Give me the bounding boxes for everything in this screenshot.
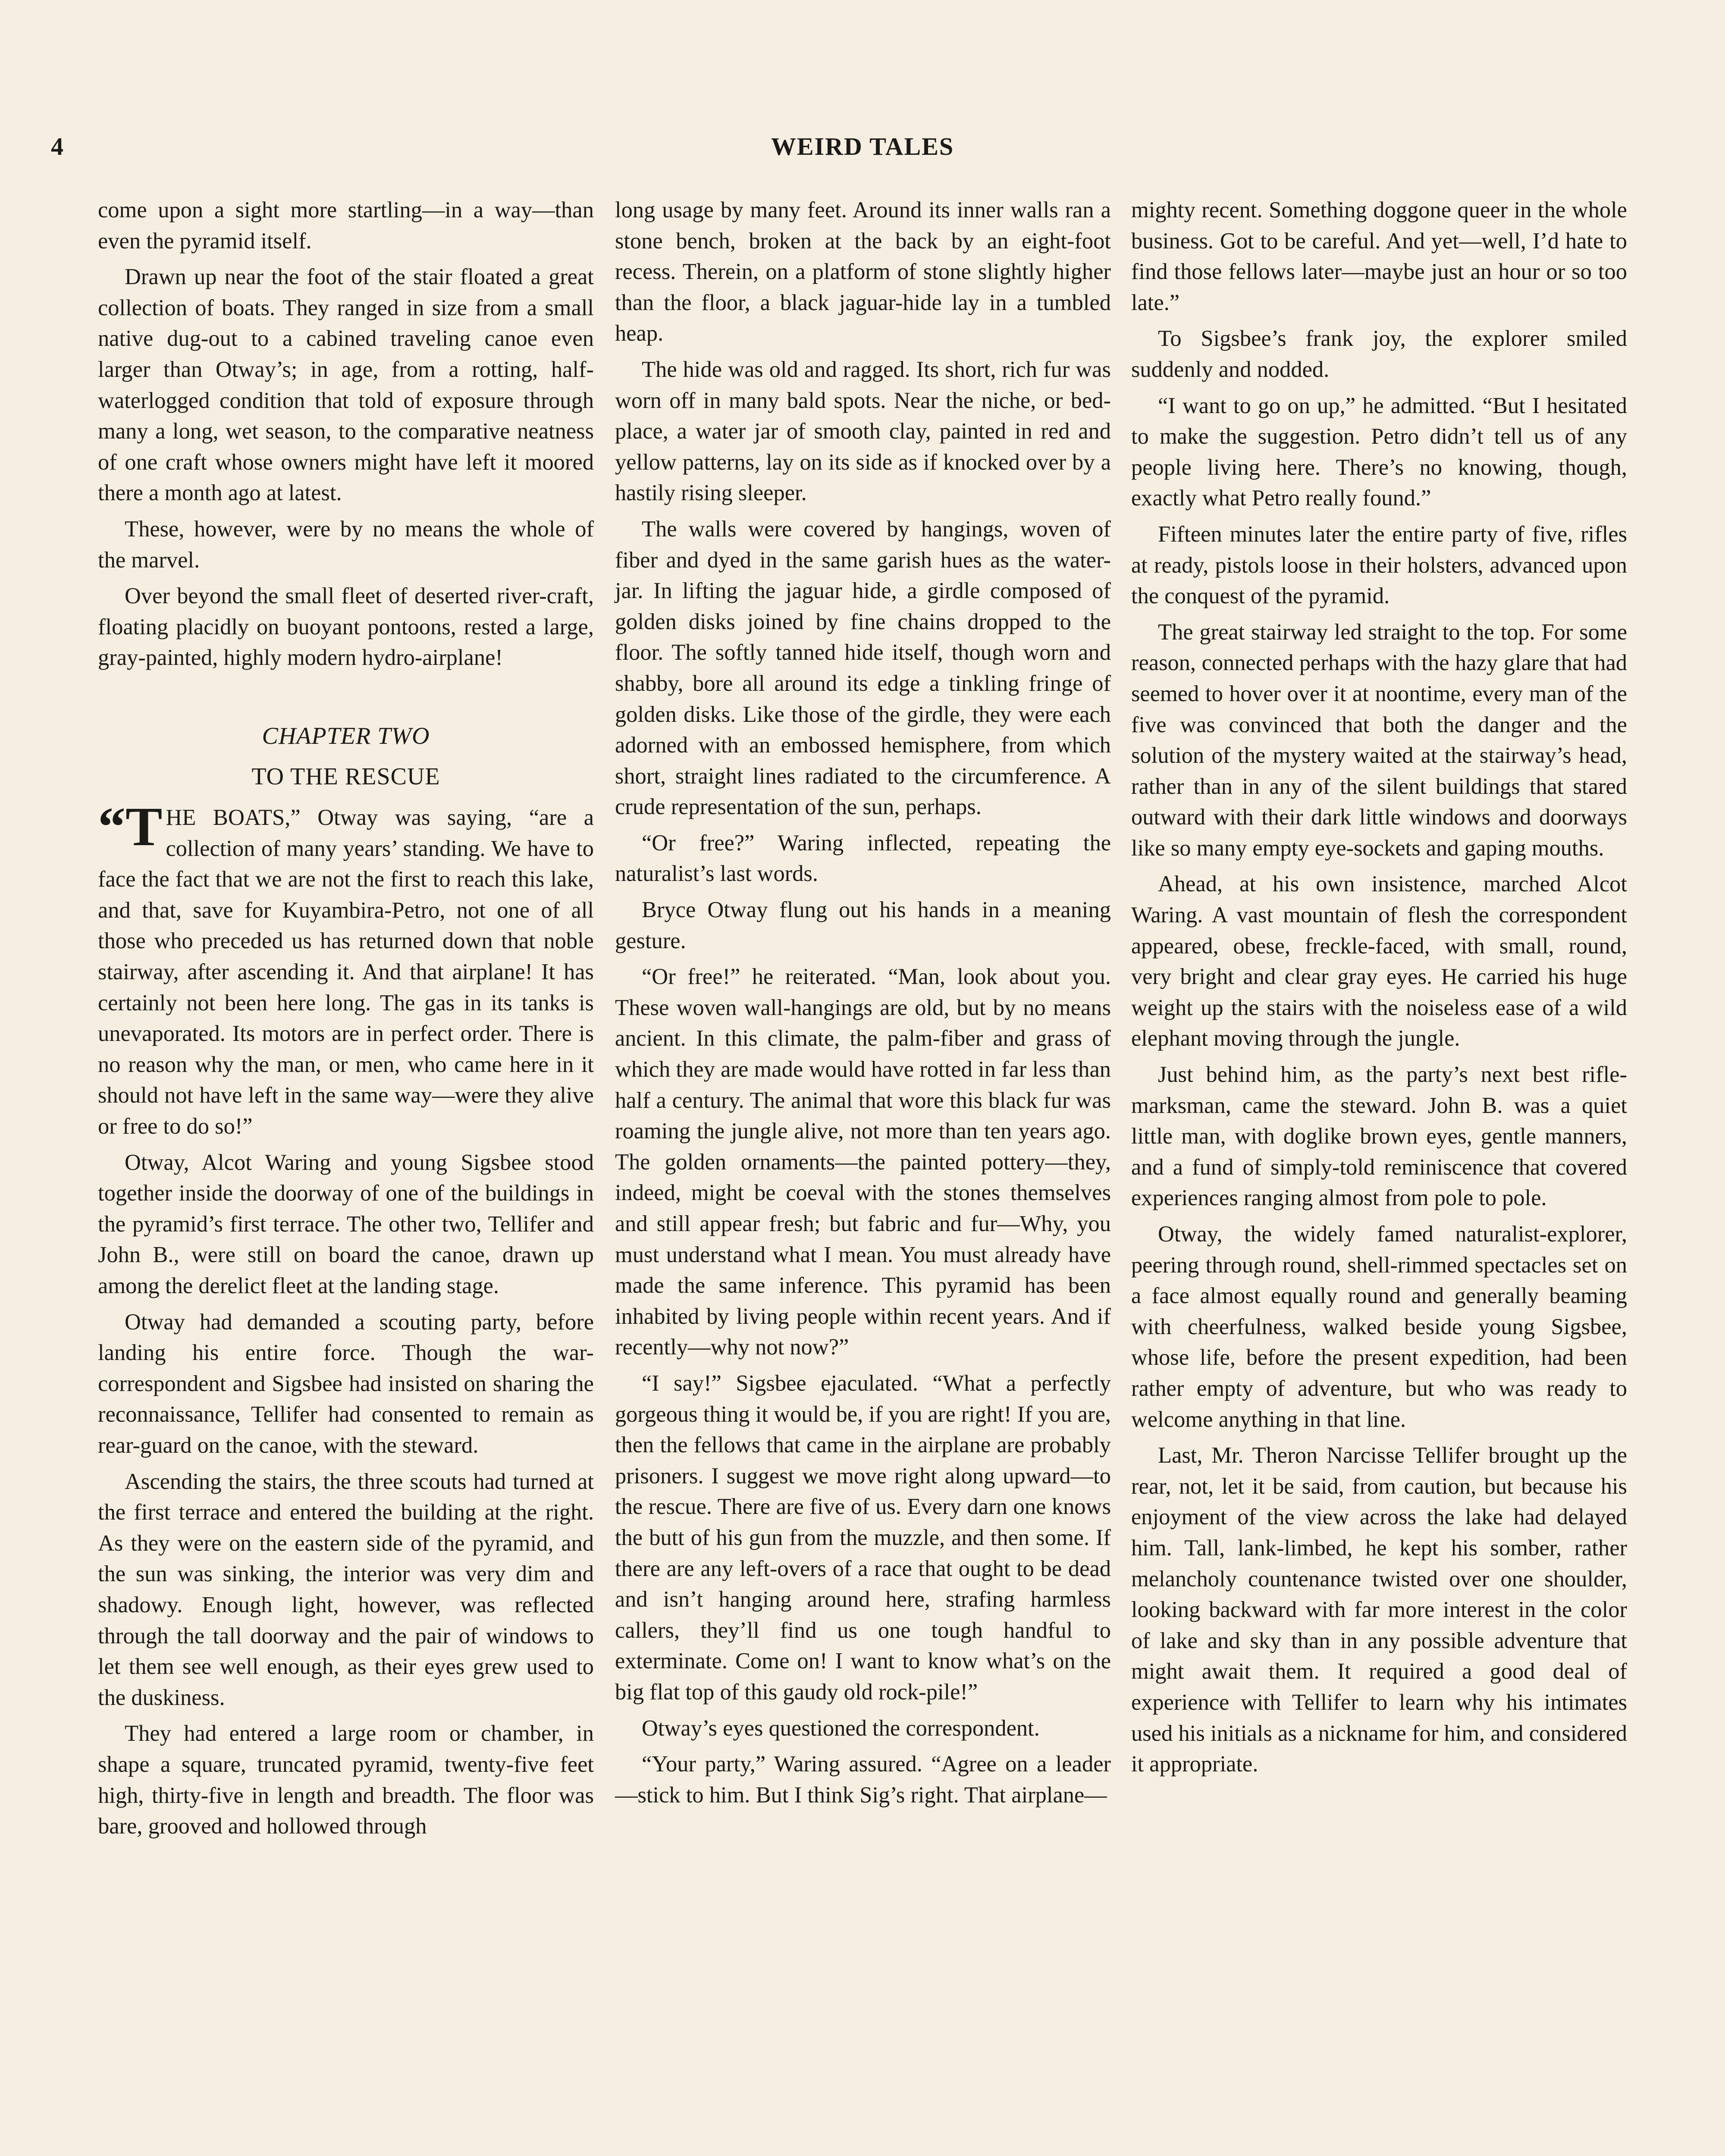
paragraph: Otway, Alcot Waring and young Sigsbee stood together inside the doorway of one of the buildings in the pyramid’s first terrace. The other two, Tellifer and John B., were still on board the canoe, drawn up among the derelict fleet at the landing stage. <box>98 1150 594 1298</box>
opening-paragraph <box>98 796 594 1142</box>
chapter-subtitle: TO THE RESCUE <box>251 763 440 790</box>
paragraph: mighty recent. Something doggone queer in the whole business. Got to be careful. And yet—well, I’d hate to find those fellows later—maybe just an hour or so too late.” <box>1131 197 1627 315</box>
paragraph: “I want to go on up,” he admitted. “But I hesitated to make the suggestion. Petro didn’t tell us of any people living here. There’s no knowing, though, exactly what Petro really found.” <box>1131 393 1627 511</box>
drop-cap: “T <box>98 796 163 858</box>
paragraph: Otway had demanded a scouting party, before landing his entire force. Though the war-correspondent and Sigsbee had insisted on sharing the reconnaissance, Tellifer had consented to remain as rear-guard on the canoe, with the steward. <box>98 1309 594 1458</box>
paragraph: “Your party,” Waring assured. “Agree on a leader—stick to him. But I think Sig’s right. That airplane— <box>615 1752 1111 1808</box>
paragraph: Otway, the widely famed naturalist-explorer, peering through round, shell-rimmed spectacles set on a face almost equally round and generally beaming with cheerfulness, walked beside young Sigsbee, whose life, before the present expedition, had been rather empty of adventure, but who was ready to welcome anything in that line. <box>1131 1222 1627 1432</box>
chapter-title: CHAPTER TWO <box>262 722 430 749</box>
running-title: WEIRD TALES <box>771 132 954 160</box>
paragraph: The great stairway led straight to the top. For some reason, connected perhaps with the hazy glare that had seemed to hover over it at noontime, every man of the five was convinced that both the danger and the solution of the mystery waited at the stairway’s head, rather than in any of the silent buildings that stared outward with their dark little windows and doorways like so many empty eye-sockets and gaping mouths. <box>1131 619 1627 861</box>
paragraph: Last, Mr. Theron Narcisse Tellifer brought up the rear, not, let it be said, from caution, but because his enjoyment of the view across the lake had delayed him. Tall, lank-limbed, he kept his somber, rather melancholy countenance twisted over one shoulder, looking backward with far more interest in the color of lake and sky than in any possible adventure that might await them. It required a good deal of experience with Tellifer to learn why his intimates used his initials as a nickname for him, and considered it appropriate. <box>1131 1443 1627 1777</box>
paragraph: Fifteen minutes later the entire party of five, rifles at ready, pistols loose in their holsters, advanced upon the conquest of the pyramid. <box>1131 521 1627 609</box>
paragraph: come upon a sight more startling—in a way—than even the pyramid itself. <box>98 197 594 254</box>
paragraph: Just behind him, as the party’s next best rifle-marksman, came the steward. John B. was a quiet little man, with doglike brown eyes, gentle manners, and a fund of simply-told reminiscence that covered experiences ranging almost from pole to pole. <box>1131 1062 1627 1211</box>
paragraph: “Or free!” he reiterated. “Man, look about you. These woven wall-hangings are old, but by no means ancient. In this climate, the palm-fiber and grass of which they are made would have rotted in far less than half a century. The animal that wore this black fur was roaming the jungle alive, not more than ten years ago. The golden ornaments—the painted pottery—they, indeed, might be coeval with the stones themselves and still appear fresh; but fabric and fur—Why, you must understand what I mean. You must already have made the same inference. This pyramid has been inhabited by living people within recent years. And if recently—why not now?” <box>615 964 1111 1360</box>
text-column-2 <box>615 195 1111 1816</box>
paragraph: Bryce Otway flung out his hands in a meaning gesture. <box>615 897 1111 953</box>
paragraph: The hide was old and ragged. Its short, rich fur was worn off in many bald spots. Near the niche, or bed-place, a water jar of smooth clay, painted in red and yellow patterns, lay on its side as if knocked over by a hastily rising sleeper. <box>615 357 1111 506</box>
paragraph: long usage by many feet. Around its inner walls ran a stone bench, broken at the back by an eight-foot recess. Therein, on a platform of stone slightly higher than the floor, a black jaguar-hide lay in a tumbled heap. <box>615 197 1111 346</box>
paragraph: “I say!” Sigsbee ejaculated. “What a perfectly gorgeous thing it would be, if you are right! If you are, then the fellows that came in the airplane are probably prisoners. I suggest we move right along upward—to the rescue. There are five of us. Every darn one knows the butt of his gun from the muzzle, and then some. If there are any left-overs of a race that ought to be dead and isn’t hanging around here, strafing harmless callers, they’ll find us one tough handful to exterminate. Come on! I want to know what’s on the big flat top of this gaudy old rock-pile!” <box>615 1370 1111 1705</box>
text-column-3 <box>1131 195 1627 1785</box>
paragraph: Ahead, at his own insistence, marched Alcot Waring. A vast mountain of flesh the correspondent appeared, obese, freckle-faced, with small, round, very bright and clear gray eyes. He carried his huge weight up the stairs with the noiseless ease of a wild elephant moving through the jungle. <box>1131 871 1627 1051</box>
paragraph: Over beyond the small fleet of deserted river-craft, floating placidly on buoyant pontoons, rested a large, gray-painted, highly modern hydro-airplane! <box>98 583 594 671</box>
paragraph: They had entered a large room or chamber, in shape a square, truncated pyramid, twenty-five feet high, thirty-five in length and breadth. The floor was bare, grooved and hollowed through <box>98 1721 594 1839</box>
page-number: 4 <box>51 132 63 160</box>
text-column-1 <box>98 195 594 1847</box>
paragraph: The walls were covered by hangings, woven of fiber and dyed in the same garish hues as the water-jar. In lifting the jaguar hide, a girdle composed of golden disks joined by fine chains dropped to the floor. The softly tanned hide itself, though worn and shabby, bore all around its edge a tinkling fringe of golden disks. Like those of the girdle, they were each adorned with an embossed hemisphere, from which short, straight lines radiated to the circumference. A crude representation of the sun, perhaps. <box>615 516 1111 820</box>
paragraph: These, however, were by no means the whole of the marvel. <box>98 516 594 573</box>
paragraph: To Sigsbee’s frank joy, the explorer smiled suddenly and nodded. <box>1131 326 1627 382</box>
paragraph: “Or free?” Waring inflected, repeating the naturalist’s last words. <box>615 830 1111 887</box>
page-header <box>51 129 1674 164</box>
opening-paragraph-text: HE BOATS,” Otway was saying, “are a collection of many years’ standing. We have to face the fact that we are not the first to reach this lake, and that, save for Kuyambira-Petro, not one of all those who preceded us has returned down that noble stairway, after ascending it. And that airplane! It has certainly not been here long. The gas in its tanks is unevaporated. Its motors are in perfect order. There is no reason why the man, or men, who came here in it should not have left in the same way—were they alive or free to do so!” <box>98 805 594 1139</box>
paragraph: Drawn up near the foot of the stair floated a great collection of boats. They ranged in size from a small native dug-out to a cabined traveling canoe even larger than Otway’s; in age, from a rotting, half-waterlogged condition that told of exposure through many a long, wet season, to the comparative neatness of one craft whose owners might have left it moored there a month ago at latest. <box>98 264 594 506</box>
paragraph: Ascending the stairs, the three scouts had turned at the first terrace and entered the building at the right. As they were on the eastern side of the pyramid, and the sun was sinking, the interior was very dim and shadowy. Enough light, however, was reflected through the tall doorway and the pair of windows to let them see well enough, as their eyes grew used to the duskiness. <box>98 1469 594 1710</box>
paragraph: Otway’s eyes questioned the correspondent. <box>642 1715 1040 1741</box>
